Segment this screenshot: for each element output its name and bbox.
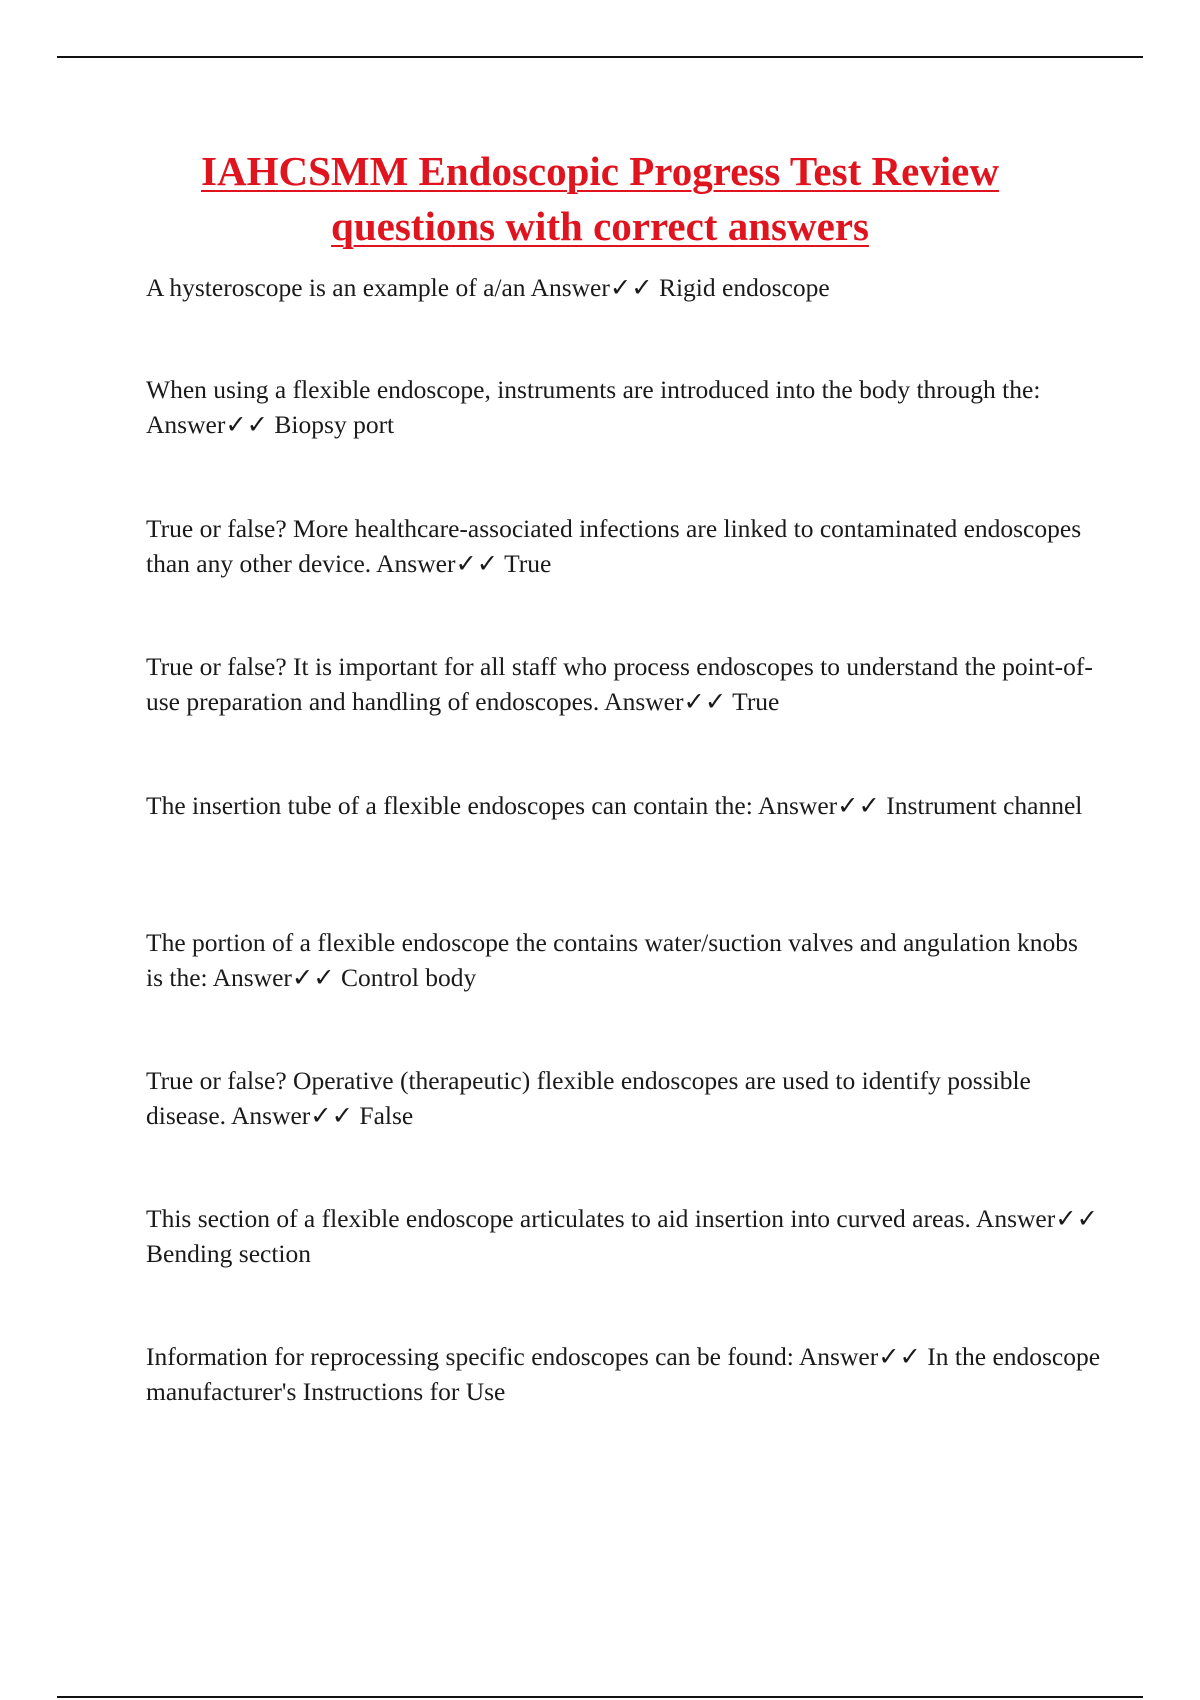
- answer-text: In the endoscope manufacturer's Instructions for Use: [146, 1342, 1101, 1406]
- answer-text: Rigid endoscope: [658, 273, 830, 302]
- question-text: True or false? It is important for all staff who process endoscopes to understand the point-of-use preparation and handling of endoscopes.: [146, 652, 1093, 716]
- header-rule: [57, 56, 1143, 58]
- answer-marker: Answer✓✓: [604, 687, 727, 716]
- answer-marker: Answer✓✓: [376, 549, 499, 578]
- answer-marker: Answer✓✓: [975, 1204, 1098, 1233]
- question-text: True or false? More healthcare-associated infections are linked to contaminated endoscopes than any other device.: [146, 514, 1082, 578]
- title-line-2: questions with correct answers: [331, 203, 869, 249]
- qa-item-1: [146, 270, 1101, 305]
- question-text: The portion of a flexible endoscope the contains water/suction valves and angulation knobs is the:: [146, 928, 1078, 992]
- question-text: A hysteroscope is an example of a/an: [146, 273, 526, 302]
- question-text: The insertion tube of a flexible endoscopes can contain the:: [146, 791, 753, 820]
- qa-item-8: [146, 1201, 1101, 1271]
- document-title: [100, 144, 1100, 254]
- qa-item-7: [146, 1063, 1101, 1133]
- answer-marker: Answer✓✓: [146, 410, 269, 439]
- answer-text: Control body: [341, 963, 477, 992]
- answer-marker: Answer✓✓: [798, 1342, 921, 1371]
- qa-item-5: [146, 788, 1101, 823]
- answer-text: True: [504, 549, 552, 578]
- answer-marker: Answer✓✓: [212, 963, 335, 992]
- answer-text: Biopsy port: [274, 410, 395, 439]
- qa-item-4: [146, 649, 1101, 719]
- qa-item-9: [146, 1339, 1101, 1409]
- question-text: When using a flexible endoscope, instruments are introduced into the body through the:: [146, 375, 1041, 404]
- qa-item-3: [146, 511, 1101, 581]
- answer-text: False: [359, 1101, 414, 1130]
- answer-text: True: [732, 687, 780, 716]
- title-line-1: IAHCSMM Endoscopic Progress Test Review: [201, 148, 999, 194]
- qa-item-6: [146, 925, 1101, 995]
- footer-rule: [57, 1696, 1143, 1698]
- answer-marker: Answer✓✓: [757, 791, 880, 820]
- question-text: This section of a flexible endoscope articulates to aid insertion into curved areas.: [146, 1204, 971, 1233]
- answer-text: Bending section: [146, 1239, 312, 1268]
- question-text: True or false? Operative (therapeutic) flexible endoscopes are used to identify possible disease.: [146, 1066, 1031, 1130]
- answer-marker: Answer✓✓: [230, 1101, 354, 1130]
- answer-marker: Answer✓✓: [530, 273, 653, 302]
- question-text: Information for reprocessing specific endoscopes can be found:: [146, 1342, 794, 1371]
- qa-item-2: [146, 372, 1101, 442]
- answer-text: Instrument channel: [886, 791, 1083, 820]
